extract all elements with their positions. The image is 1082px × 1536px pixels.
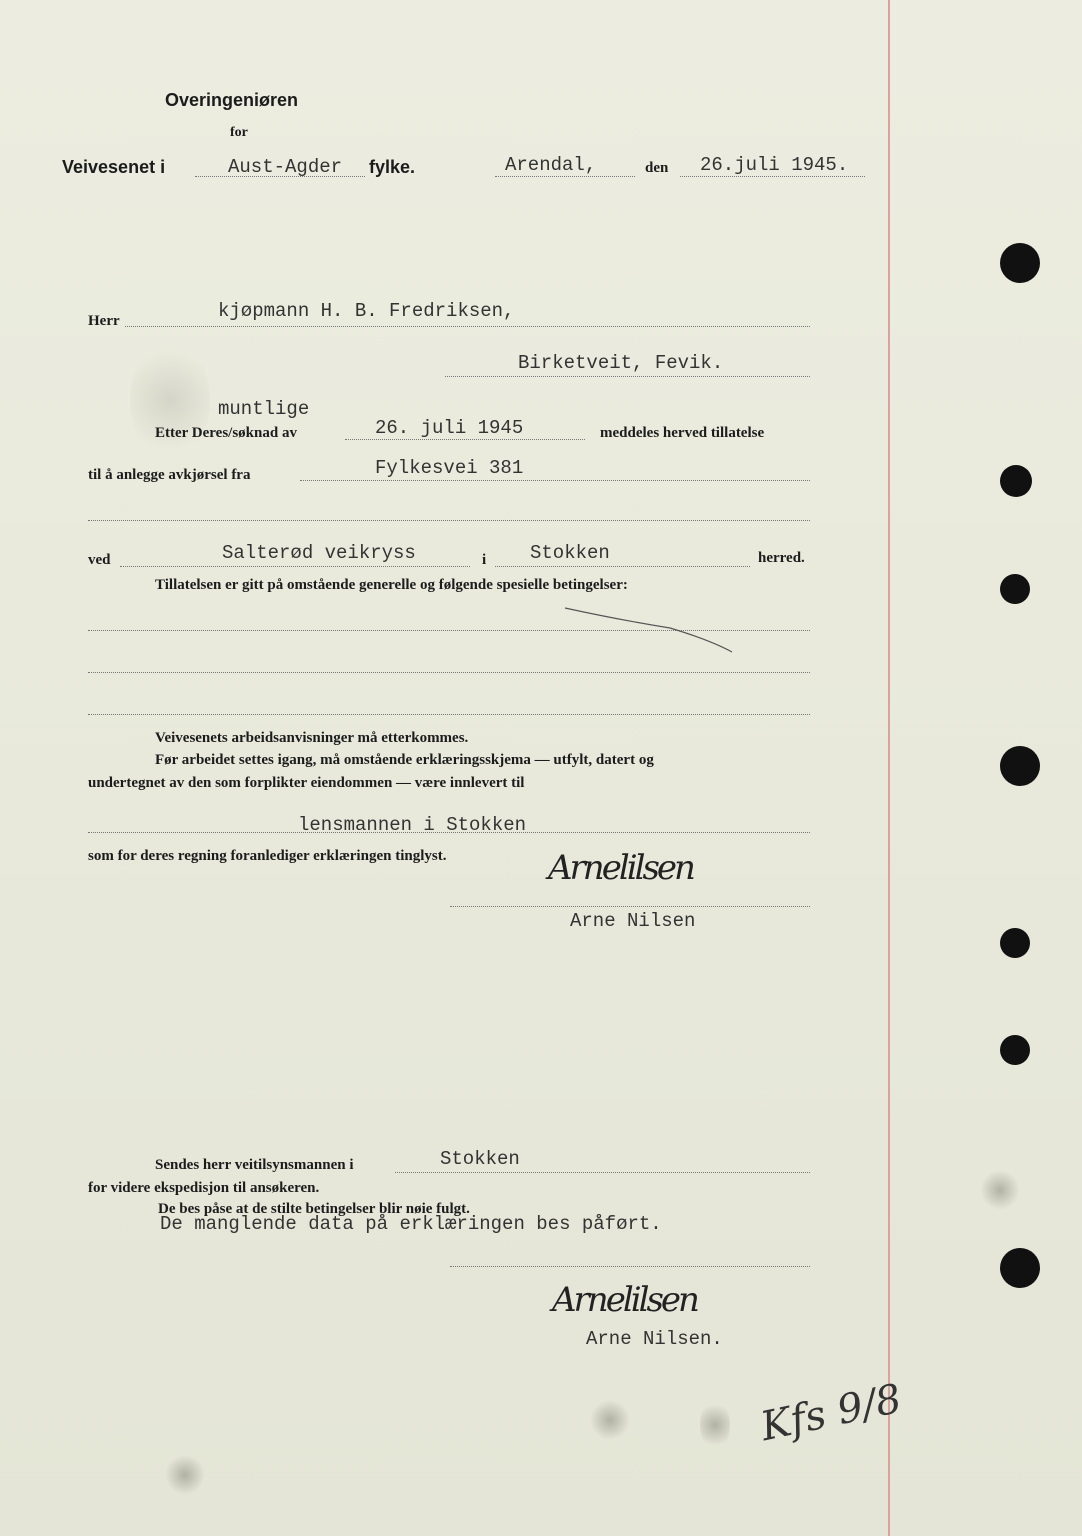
access-label: til å anlegge avkjørsel fra bbox=[88, 467, 251, 483]
forwarding-line2: for videre ekspedisjon til ansøkeren. bbox=[88, 1180, 320, 1196]
smudge bbox=[130, 340, 210, 460]
application-text-before: Etter Deres/søknad av bbox=[155, 425, 297, 441]
conditions-intro: Tillatelsen er gitt på omstående generelle og følgende spesielle betingelser: bbox=[155, 577, 628, 593]
conditions-dotline bbox=[88, 714, 810, 715]
place-value: Arendal, bbox=[505, 154, 597, 176]
office-title: Overingeniøren bbox=[165, 90, 299, 110]
punch-hole bbox=[1000, 1248, 1040, 1288]
smudge bbox=[590, 1400, 630, 1440]
for-label: for bbox=[230, 125, 248, 140]
signature1-dotline bbox=[450, 906, 810, 907]
margin-note: Kfs 9/8 bbox=[756, 1375, 906, 1451]
recipient-label: Herr bbox=[88, 313, 120, 329]
dept-label: Veivesenet i bbox=[62, 157, 166, 177]
road-value: Fylkesvei 381 bbox=[375, 457, 524, 479]
forwarding-line3: De bes påse at de stilte betingelser blir nøie fulgt. bbox=[158, 1201, 470, 1217]
recipient-dotline bbox=[125, 326, 810, 327]
punch-hole bbox=[1000, 243, 1040, 283]
i-label: i bbox=[482, 552, 487, 568]
instruction-line3: undertegnet av den som forplikter eiendommen — være innlevert til bbox=[88, 775, 525, 791]
municipality-dotline bbox=[495, 566, 750, 567]
location-dotline bbox=[120, 566, 470, 567]
blank-dotline bbox=[88, 520, 810, 521]
county-suffix: fylke. bbox=[369, 157, 416, 177]
margin-rule bbox=[888, 0, 890, 1536]
punch-hole bbox=[1000, 928, 1030, 958]
application-text-after: meddeles herved tillatelse bbox=[600, 425, 765, 441]
municipality-value: Stokken bbox=[530, 542, 610, 564]
bleed-through-text bbox=[330, 208, 343, 247]
deliver-to: lensmannen i Stokken bbox=[298, 814, 527, 836]
punch-hole bbox=[1000, 465, 1032, 497]
signature2-dotline bbox=[450, 1266, 810, 1267]
application-date-dotline bbox=[345, 439, 585, 440]
conditions-dotline bbox=[88, 672, 810, 673]
instruction-line1: Veivesenets arbeidsanvisninger må etterkommes. bbox=[155, 730, 469, 746]
signature2-name: Arne Nilsen. bbox=[586, 1328, 723, 1350]
signature1-name: Arne Nilsen bbox=[570, 910, 696, 932]
signature-handwritten: Arnelilsen bbox=[548, 848, 693, 888]
county-value: Aust-Agder bbox=[228, 156, 343, 178]
forwarding-line1: Sendes herr veitilsynsmannen i bbox=[155, 1157, 354, 1173]
punch-hole bbox=[1000, 574, 1030, 604]
ved-label: ved bbox=[88, 552, 111, 568]
instruction-line2: Før arbeidet settes igang, må omstående erklæringsskjema — utfylt, datert og bbox=[155, 752, 654, 768]
place-dotline bbox=[495, 176, 635, 177]
application-date: 26. juli 1945 bbox=[375, 417, 524, 439]
road-dotline bbox=[300, 480, 810, 481]
recipient-name: kjøpmann H. B. Fredriksen, bbox=[218, 300, 515, 322]
punch-hole bbox=[1000, 1035, 1030, 1065]
smudge bbox=[165, 1455, 205, 1495]
pen-stroke bbox=[560, 600, 740, 660]
herred-label: herred. bbox=[758, 550, 805, 566]
forwarding-place: Stokken bbox=[440, 1148, 520, 1170]
smudge bbox=[700, 1400, 730, 1450]
header-date: 26.juli 1945. bbox=[700, 154, 849, 176]
inserted-word: muntlige bbox=[218, 398, 310, 420]
signature-handwritten: Arnelilsen bbox=[552, 1280, 697, 1320]
location-value: Salterød veikryss bbox=[222, 542, 416, 564]
date-dotline bbox=[680, 176, 865, 177]
instruction-line4: som for deres regning foranlediger erklæringen tinglyst. bbox=[88, 848, 447, 864]
address-dotline bbox=[445, 376, 810, 377]
forwarding-dotline bbox=[395, 1172, 810, 1173]
recipient-address: Birketveit, Fevik. bbox=[518, 352, 724, 374]
smudge bbox=[980, 1170, 1020, 1210]
date-label: den bbox=[645, 160, 669, 176]
punch-hole bbox=[1000, 746, 1040, 786]
forwarding-typed-note: De manglende data på erklæringen bes påført. bbox=[160, 1213, 662, 1235]
